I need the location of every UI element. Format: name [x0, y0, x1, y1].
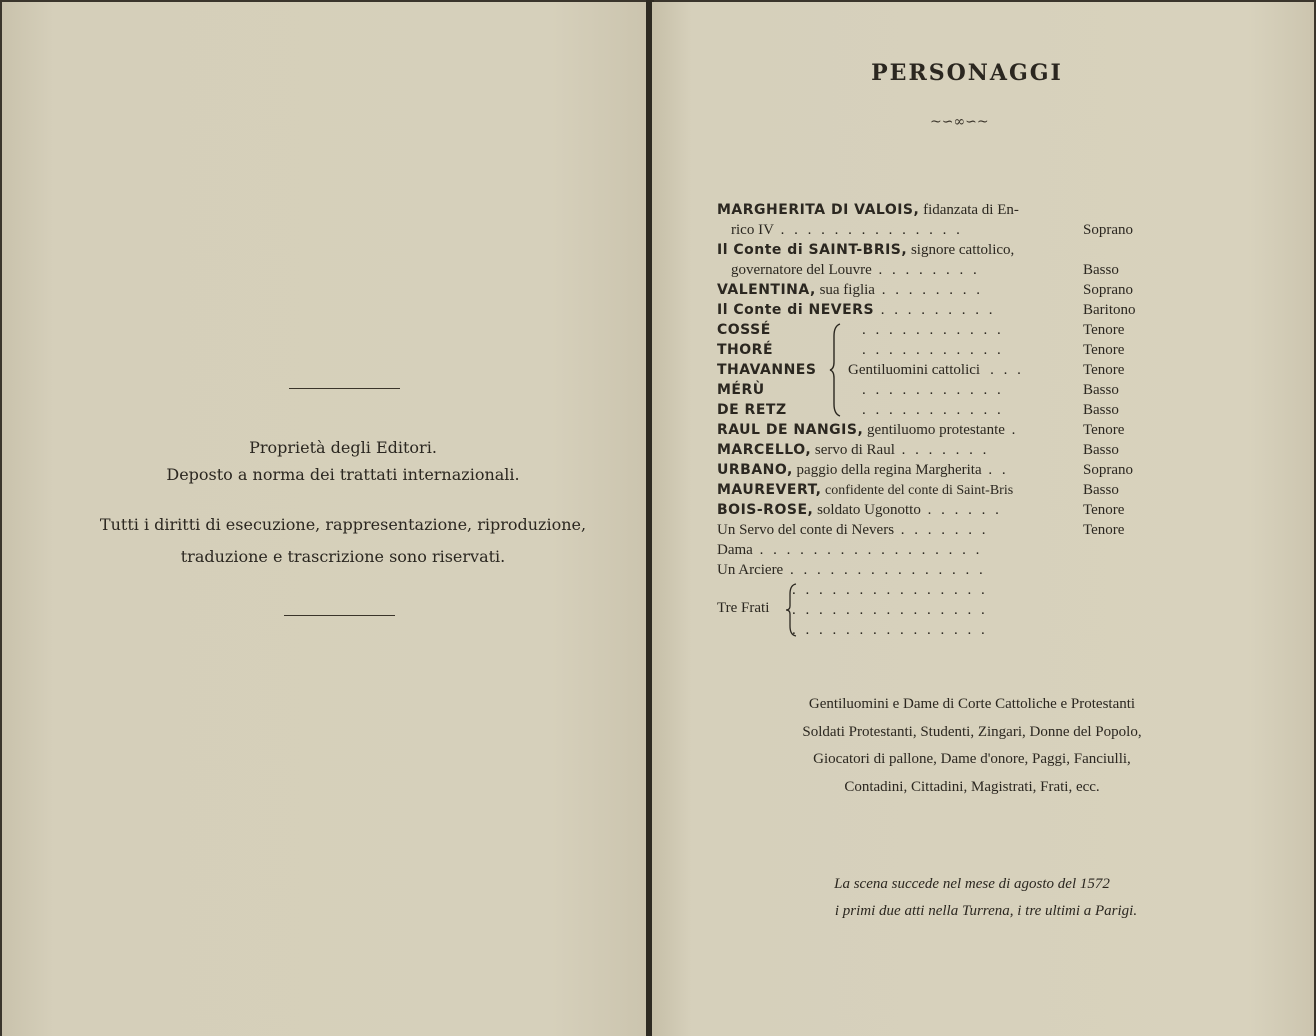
character-desc: sua figlia: [815, 282, 875, 298]
leader-dots: . . . . . . . .: [871, 262, 980, 278]
voice-type: Basso: [1083, 482, 1119, 498]
character-name: MARGHERITA DI VALOIS,: [717, 202, 920, 218]
leader-dots: . . . . . . . . . . .: [862, 342, 1004, 358]
frati-dots-row: [792, 620, 1072, 640]
voice-type: Basso: [1083, 402, 1119, 418]
chorus-line: Contadini, Cittadini, Magistrati, Frati, ecc.: [844, 779, 1100, 795]
character-name: Il Conte di NEVERS: [717, 302, 875, 318]
ornament: ~∽∞∽~: [930, 114, 989, 130]
character-desc: servo di Raul: [811, 442, 895, 458]
voice-type: Tenore: [1083, 362, 1125, 378]
rights-notice-line1: Tutti i diritti di esecuzione, rappresentazione, riproduzione,: [99, 515, 587, 534]
leader-dots: . . .: [990, 362, 1024, 378]
leader-dots: . . . . . . . . . . . . . . . . .: [752, 542, 983, 558]
voice-type: Soprano: [1083, 462, 1133, 478]
chorus-line: Gentiluomini e Dame di Corte Cattoliche e Protestanti: [808, 696, 1136, 712]
leader-dots: .: [1004, 422, 1019, 438]
group-brace-icon: [828, 322, 844, 418]
character-name: URBANO,: [717, 462, 793, 478]
character-desc: Un Servo del conte di Nevers: [717, 522, 895, 538]
rights-notice-line2: traduzione e trascrizione sono riservati.: [180, 547, 506, 566]
character-row: [717, 200, 1147, 220]
character-desc: gentiluomo protestante: [863, 422, 1005, 438]
chorus-line: Soldati Protestanti, Studenti, Zingari, Donne del Popolo,: [802, 724, 1142, 740]
character-name: MÉRÙ: [717, 382, 765, 398]
voice-type: Soprano: [1083, 222, 1133, 238]
voice-type: Basso: [1083, 382, 1119, 398]
character-name: RAUL DE NANGIS,: [717, 422, 864, 438]
leader-dots: . . . . . . . . . . .: [862, 322, 1004, 338]
group-label: Gentiluomini cattolici: [848, 362, 981, 378]
group-dots-row: [862, 340, 1062, 360]
leader-dots: . . . . . . . . . . . . . .: [773, 222, 963, 238]
leader-dots: . . . . . . . . . . .: [862, 402, 1004, 418]
character-name: THORÉ: [717, 342, 774, 358]
publisher-rights: Proprietà degli Editori.: [249, 438, 437, 457]
leader-dots: . . . . . . . . . . . . . . .: [783, 562, 986, 578]
voice-type: Soprano: [1083, 282, 1133, 298]
character-name: COSSÉ: [717, 322, 771, 338]
chorus-line: Giocatori di pallone, Dame d'onore, Paggi, Fanciulli,: [813, 751, 1131, 767]
character-desc: rico IV: [731, 222, 774, 238]
character-row: [717, 560, 1147, 580]
character-name: MAUREVERT,: [717, 482, 822, 498]
scene-line: i primi due atti nella Turrena, i tre ultimi a Parigi.: [834, 903, 1138, 919]
group-dots-row: [862, 380, 1062, 400]
character-name: Il Conte di SAINT-BRIS,: [717, 242, 908, 258]
leader-dots: . . . . . . . .: [874, 282, 983, 298]
character-desc: paggio della regina Margherita: [792, 462, 982, 478]
voice-type: Tenore: [1083, 502, 1125, 518]
character-desc: signore cattolico,: [907, 242, 1015, 258]
leader-dots: . . . . . . .: [894, 522, 989, 538]
character-desc: fidanzata di En-: [919, 202, 1019, 218]
leader-dots: . . . . . . .: [894, 442, 990, 458]
treaty-notice: Deposto a norma dei trattati internazionali.: [166, 465, 520, 484]
voice-type: Tenore: [1083, 342, 1125, 358]
tre-frati-text: Tre Frati: [717, 600, 770, 616]
scene-line: La scena succede nel mese di agosto del 1572: [834, 876, 1110, 892]
leader-dots: . . . . . . . . . . . . . . .: [792, 602, 988, 618]
character-name: DE RETZ: [717, 402, 787, 418]
leader-dots: . . . . . .: [920, 502, 1002, 518]
group-dots-row: [862, 320, 1062, 340]
voice-type: Tenore: [1083, 522, 1125, 538]
leader-dots: . . . . . . . . .: [874, 302, 996, 318]
character-name: THAVANNES: [717, 362, 817, 378]
voice-type: Basso: [1083, 442, 1119, 458]
character-row: [717, 540, 1147, 560]
character-desc: Un Arciere: [717, 562, 784, 578]
top-divider: [289, 388, 400, 389]
character-desc: Dama: [717, 542, 753, 558]
group-label-row: [848, 360, 1068, 380]
page-title: PERSONAGGI: [871, 60, 1063, 86]
voice-type: Baritono: [1083, 302, 1136, 318]
bottom-divider: [284, 615, 395, 616]
leader-dots: . . . . . . . . . . . . . . .: [792, 622, 988, 638]
character-name: BOIS-ROSE,: [717, 502, 814, 518]
group-dots-row: [862, 400, 1062, 420]
frati-dots-row: [792, 580, 1072, 600]
character-name: VALENTINA,: [717, 282, 816, 298]
leader-dots: . . . . . . . . . . . . . . .: [792, 582, 988, 598]
voice-type: Basso: [1083, 262, 1119, 278]
character-desc: governatore del Louvre: [731, 262, 872, 278]
frati-dots-row: [792, 600, 1072, 620]
leader-dots: . .: [981, 462, 1009, 478]
character-name: MARCELLO,: [717, 442, 812, 458]
character-row: [717, 240, 1147, 260]
character-desc: soldato Ugonotto: [813, 502, 921, 518]
voice-type: Tenore: [1083, 422, 1125, 438]
voice-type: Tenore: [1083, 322, 1125, 338]
leader-dots: . . . . . . . . . . .: [862, 382, 1004, 398]
character-desc: confidente del conte di Saint-Bris: [821, 483, 1014, 498]
